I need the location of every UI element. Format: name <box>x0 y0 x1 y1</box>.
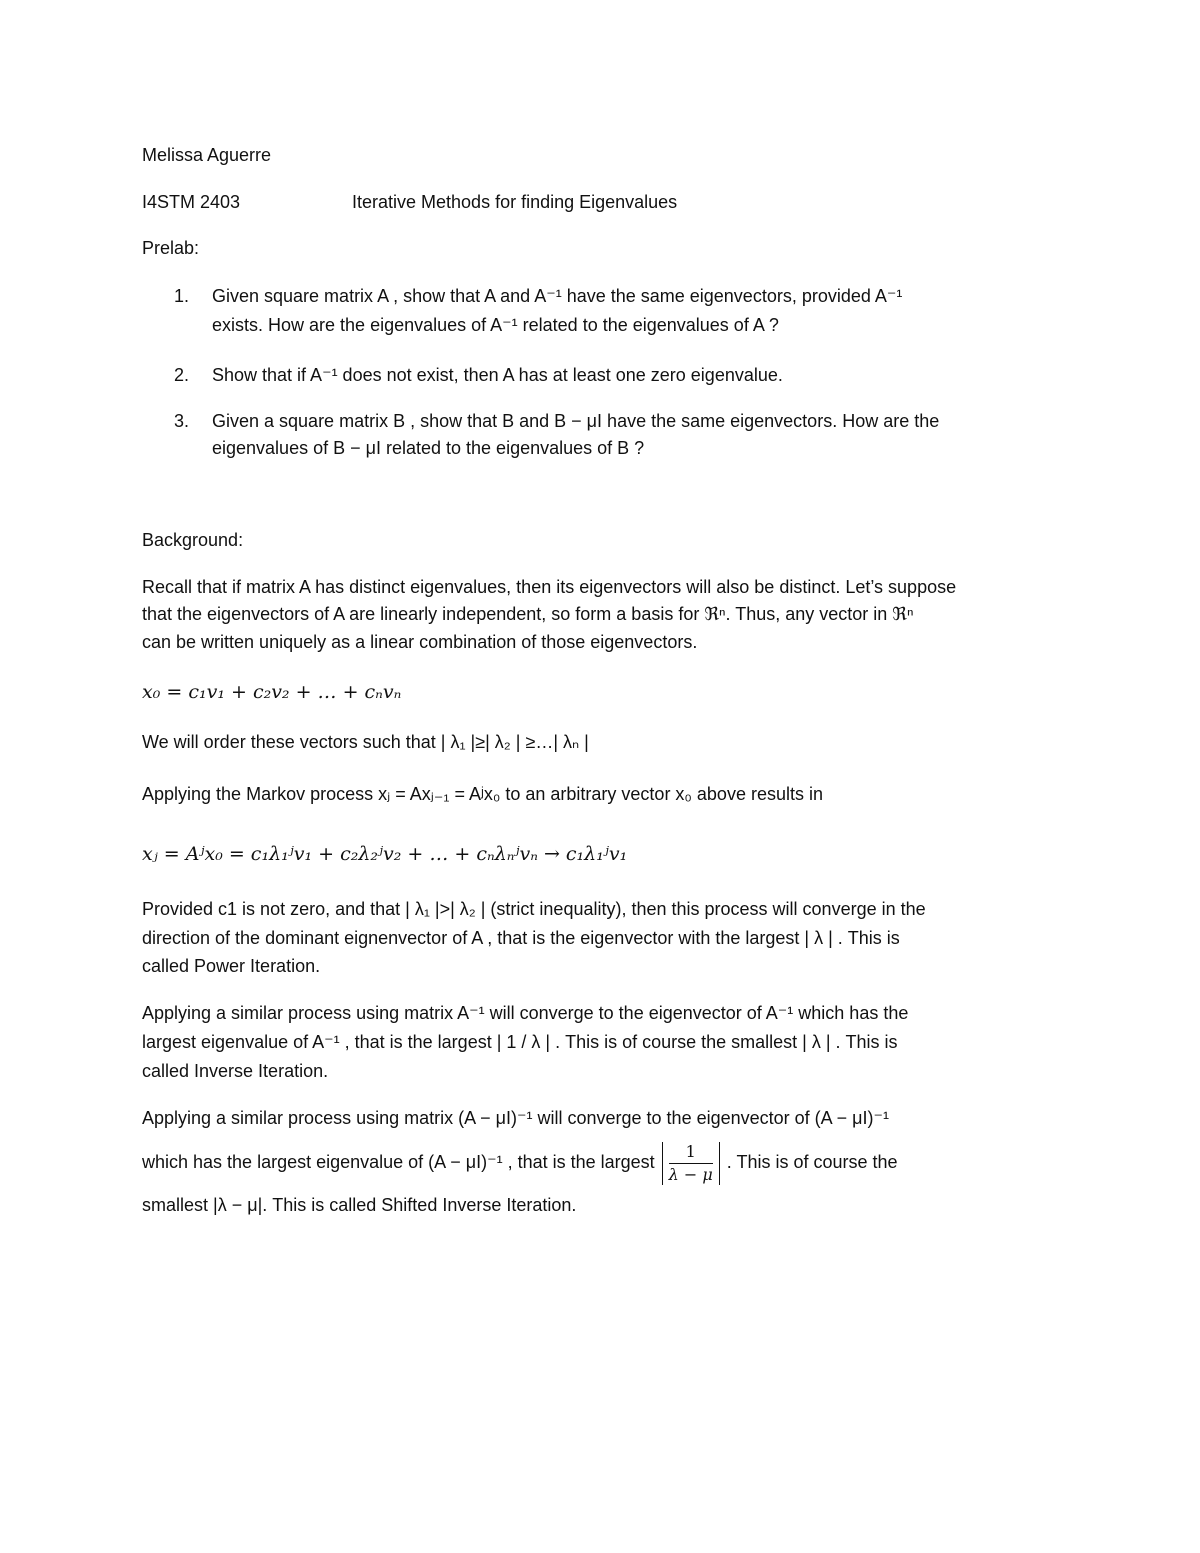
course-code: I4STM 2403 <box>142 192 241 212</box>
paragraph-text: which has the largest eigenvalue of (A − μI)⁻¹ , that is the largest <box>142 1152 655 1172</box>
paragraph-line: direction of the dominant eignenvector of A , that is the eigenvector with the largest | λ | . This is <box>142 928 900 948</box>
document-title: Iterative Methods for finding Eigenvalues <box>352 192 678 212</box>
background-heading: Background: <box>142 530 244 550</box>
list-item-text: Given a square matrix B , show that B and B − μI have the same eigenvectors. How are the <box>212 411 940 431</box>
paragraph-line: Applying the Markov process xⱼ = Axⱼ₋₁ = Aʲx₀ to an arbitrary vector x₀ above results in <box>142 784 823 804</box>
paragraph-line: called Inverse Iteration. <box>142 1061 329 1081</box>
paragraph-line: largest eigenvalue of A⁻¹ , that is the largest | 1 / λ | . This is of course the smallest | λ | . This is <box>142 1032 898 1052</box>
list-item-number: 3. <box>174 411 190 431</box>
fraction-expression <box>662 1142 720 1185</box>
paragraph-line: smallest |λ − μ|. This is called Shifted Inverse Iteration. <box>142 1195 577 1215</box>
paragraph-line: Applying a similar process using matrix A⁻¹ will converge to the eigenvector of A⁻¹ which has the <box>142 1003 909 1023</box>
paragraph-line: Provided c1 is not zero, and that | λ₁ |>| λ₂ | (strict inequality), then this process will converge in the <box>142 899 926 919</box>
equation-power-expansion: xⱼ = Aʲx₀ = c₁λ₁ʲv₁ + c₂λ₂ʲv₂ + … + cₙλₙʲvₙ → c₁λ₁ʲv₁ <box>142 843 628 865</box>
paragraph-line: that the eigenvectors of A are linearly independent, so form a basis for ℜⁿ. Thus, any vector in ℜⁿ <box>142 604 914 624</box>
paragraph-line: called Power Iteration. <box>142 956 321 976</box>
paragraph-line: Recall that if matrix A has distinct eigenvalues, then its eigenvectors will also be distinct. Let’s suppose <box>142 577 957 597</box>
fraction-denominator: λ − μ <box>668 1164 713 1184</box>
list-item-number: 2. <box>174 365 190 385</box>
list-item-text: Given square matrix A , show that A and A⁻¹ have the same eigenvectors, provided A⁻¹ <box>212 286 903 306</box>
prelab-heading: Prelab: <box>142 238 200 258</box>
equation-initial-vector: x₀ = c₁v₁ + c₂v₂ + … + cₙvₙ <box>142 681 402 703</box>
paragraph-line: can be written uniquely as a linear combination of those eigenvectors. <box>142 632 698 652</box>
paragraph-line: We will order these vectors such that | λ₁ |≥| λ₂ | ≥…| λₙ | <box>142 732 589 752</box>
list-item-text: exists. How are the eigenvalues of A⁻¹ related to the eigenvalues of A ? <box>212 315 779 335</box>
list-item-number: 1. <box>174 286 190 306</box>
paragraph-text: . This is of course the <box>726 1152 898 1172</box>
fraction-numerator: 1 <box>669 1142 713 1164</box>
paragraph-line: Applying a similar process using matrix (A − μI)⁻¹ will converge to the eigenvector of (A − μI)⁻¹ <box>142 1108 890 1128</box>
paragraph-line-with-fraction <box>142 1138 898 1186</box>
author-name: Melissa Aguerre <box>142 145 272 165</box>
list-item-text: eigenvalues of B − μI related to the eigenvalues of B ? <box>212 438 645 458</box>
list-item-text: Show that if A⁻¹ does not exist, then A has at least one zero eigenvalue. <box>212 365 783 385</box>
